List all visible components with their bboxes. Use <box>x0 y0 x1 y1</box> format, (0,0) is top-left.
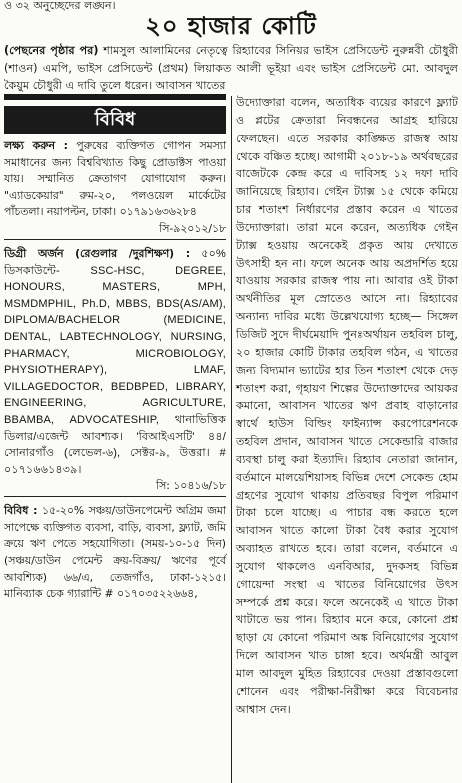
classified-ad <box>4 499 226 603</box>
article-headline: ২০ হাজার কোটি <box>145 11 317 40</box>
section-top-bar <box>4 94 226 100</box>
column-divider <box>231 96 232 783</box>
classified-section-title: বিবিধ <box>4 106 226 134</box>
continuation-marker: (পেছনের পৃষ্ঠার পর) <box>4 44 99 57</box>
lead-text: শামসুল আলামিনের নেতৃত্বে রিহ্যাবের সিনিয়র ভাইস প্রেসিডেন্ট নুরুন্নবী চৌধুরী (শাওন) এমপি, ভাইস প্রেসিডেন্ট (প্রথম) লিয়াকত আলী ভূইয়া এবং ভাইস প্রেসিডেন্ট মো. আবদুল কৈয়ুম চৌধুরী এ দাবি তুলে ধরেন। আবাসন খাতের <box>4 44 458 93</box>
ad-body: ৫০% ডিসকাউন্টে- SSC-HSC, DEGREE, HONOURS, MASTERS, MPH, MSMDMPHIL, Ph.D, MBBS, BDS(AS/AM), DIPLOMA/BACHELOR (MEDICINE, DENTAL, LABTECHNOLOGY, NURSING, PHARMACY, MICROBIOLOGY, PHYSIOTHERAPY), LMAF, VILLAGEDOCTOR, BEDBPED, LIBRARY, ENGINEERING, AGRICULTURE, BBAMBA, ADVOCATESHIP, থানাভিত্তিক ডিলার/এজেন্ট আবশ্যক। 'বিআইএসটি' ৪৪/সোনারগাঁও (লেভেল-৬), সেক্টর-৯, উত্তরা। # ০১৭১৬৬১৪৩৯। <box>4 247 226 476</box>
classified-ad <box>4 134 226 221</box>
ad-heading: ডিগ্রী অর্জন (রেগুলার /দুরশিক্ষণ) : <box>4 246 191 260</box>
classified-ad <box>4 242 226 478</box>
article-body-text: উদ্যোক্তারা বলেন, অত্যধিক ব্যয়ের কারণে ফ্ল্যাট ও প্লটের ক্রেতারা নিবন্ধনের আগ্রহ হারিয়ে ফেলছেন। এতে সরকার কাঙ্ক্ষিত রাজস্ব আয় থেকে বঞ্চিত হচ্ছে। আগামী ২০১৮-১৯ অর্থবছরের বাজেটকে কেন্দ্র করে এ দাবিসহ ১২ দফা দাবি জানিয়েছে রিহ্যাব। গেইন ট্যাক্স ১৫ থেকে কমিয়ে চার শতাংশ নির্ধারণের প্রস্তাব করেন এ খাতের উদ্যোক্তারা। তারা মনে করেন, অত্যধিক গেইন ট্যাক্স হওয়ায় অনেকেই প্রকৃত আয় দেখাতে উৎসাহী হন না। ফলে অনেক আয় অপ্রদর্শিত হয়ে যাওয়ায় সরকার রাজস্ব পায় না। আবার ওই টাকা অর্থনীতির মূল স্রোতেও আসে না। রিহ্যাবের অন্যান্য দাবির মধ্যে উল্লেখযোগ্য হচ্ছে— সিঙ্গেল ডিজিট সুদে দীর্ঘমেয়াদি পুনঃঅর্থায়ন তহবিল চালু, ২০ হাজার কোটি টাকার তহবিল গঠন, এ খাতের জন্য বিদ্যমান ভ্যাটের হার তিন শতাংশ থেকে দেড় শতাংশ করা, গৃহায়ণ শিল্পের উদ্যোক্তাদের আয়কর কমানো, আবাসন খাতের ঋণ প্রবাহ বাড়ানোর স্বার্থে হাউস বিল্ডিং ফাইন্যান্স করপোরেশনকে তহবিল প্রদান, আবাসন খাতে সেকেন্ডারি বাজার ব্যবস্থা চালু করা ইত্যাদি। রিহ্যাব নেতারা জানান, বর্তমানে মালয়েশিয়াসহ বিভিন্ন দেশে সেকেন্ড হোম গ্রহণের সুযোগ থাকায় প্রতিবছর বিপুল পরিমাণ টাকা চলে যাচ্ছে। এ পাচার বন্ধ করতে হলে আবাসন খাতে কালো টাকা বৈধ করার সুযোগ অব্যাহত রাখতে হবে। তারা বলেন, বর্তমানে এ সুযোগ থাকলেও এনবিআর, দুদকসহ বিভিন্ন গোয়েন্দা সংস্থা এ খাতের বিনিয়োগের উৎস সম্পর্কে প্রশ্ন করে। ফলে অনেকেই এ খাতে টাকা খাটাতে ভয় পান। রিহ্যাব মনে করে, কোনো প্রশ্ন ছাড়া যে কোনো পরিমাণ অঙ্ক বিনিয়োগের সুযোগ দিলে আবাসন খাত চাঙ্গা হবে। অর্থমন্ত্রী আবুল মাল আবদুল মুহিত রিহ্যাবের দেওয়া প্রস্তাবগুলো শোনেন এবং পরীক্ষা-নিরীক্ষা করে বিবেচনার আশ্বাস দেন। <box>236 96 458 716</box>
ad-code: সি: ১০৪১৬/১৮ <box>4 478 226 497</box>
previous-article-tail: ও ৩২ অনুচ্ছেদের লঙ্ঘন। <box>4 0 116 12</box>
ad-heading: বিবিধ : <box>4 504 38 518</box>
article-lead-paragraph <box>4 42 458 95</box>
ad-code: সি-৯২০১২/১৮ <box>4 221 226 240</box>
classified-column <box>4 94 226 603</box>
ad-heading: লক্ষ্য করুন : <box>4 139 68 152</box>
article-body-column <box>236 94 458 719</box>
ad-body: পুরুষের ব্যক্তিগত গোপন সমস্যা সমাধানের জন্য বিশ্ববিখ্যাত কিছু প্রোডাক্টস পাওয়া যায়। সম্মানিত ক্রেতাগণ যোগাযোগ করুন। "এ্যাডকেয়ার" রুম-২০, পলওয়েল মার্কেটের পাঁচতলা। নয়াপল্টন, ঢাকা। ০১৭৯১৬৩৬২৮৪ <box>4 139 226 219</box>
ad-body: ১৫-২০% সঞ্চয়/ডাউনপেমেন্ট অগ্রিম জমা সাপেক্ষে ব্যক্তিগত ব্যবসা, বাড়ি, ব্যবসা, ফ্ল্যাট, জমি ক্রয়ে ঋণ পেতে সহযোগিতা। (সময়-১০-১৫ দিন) (সঞ্চয়/ডাউন পেমেন্ট ক্রয়-বিক্রয়/ ঋণের পূর্বে আবশ্যিক) ৬৬/এ, তেজগাঁও, ঢাকা-১২১৫। মানিব্যাক চেক গ্যারান্টি # ০১৭০৩৫২২৬৬৪, <box>4 504 226 601</box>
